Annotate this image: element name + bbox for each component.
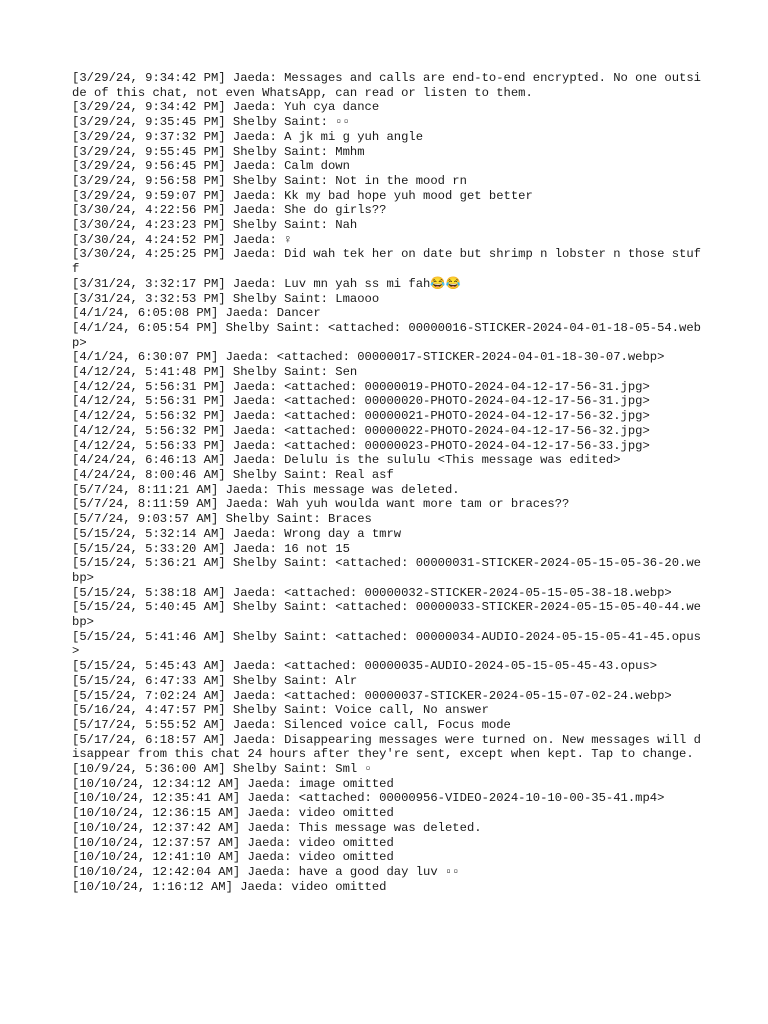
chat-message-line: [3/29/24, 9:37:32 PM] Jaeda: A jk mi g yuh angle bbox=[72, 129, 424, 144]
chat-log bbox=[72, 71, 702, 894]
chat-message-line: [4/24/24, 6:46:13 AM] Jaeda: Delulu is the sululu <This message was edited> bbox=[72, 453, 621, 468]
chat-message-line: [5/17/24, 6:18:57 AM] Jaeda: Disappearing messages were turned on. New messages will disappear from this chat 24 hours after they're sent, except when kept. Tap to change. bbox=[72, 732, 701, 762]
chat-message-line: [5/15/24, 5:40:45 AM] Shelby Saint: <attached: 00000033-STICKER-2024-05-15-05-40-44.webp> bbox=[72, 600, 701, 630]
chat-message-line: [5/15/24, 5:33:20 AM] Jaeda: 16 not 15 bbox=[72, 541, 350, 556]
chat-message-line: [10/10/24, 12:41:10 AM] Jaeda: video omitted bbox=[72, 850, 394, 865]
chat-message-line: [4/12/24, 5:56:31 PM] Jaeda: <attached: 00000020-PHOTO-2024-04-12-17-56-31.jpg> bbox=[72, 394, 650, 409]
chat-message-line: [5/15/24, 5:36:21 AM] Shelby Saint: <attached: 00000031-STICKER-2024-05-15-05-36-20.webp> bbox=[72, 556, 701, 585]
chat-message-line: [5/7/24, 9:03:57 AM] Shelby Saint: Braces bbox=[72, 512, 372, 527]
chat-message-line: [10/10/24, 12:37:42 AM] Jaeda: This message was deleted. bbox=[72, 820, 482, 835]
chat-message-line: [5/17/24, 5:55:52 AM] Jaeda: Silenced voice call, Focus mode bbox=[72, 717, 511, 732]
chat-message-line: [5/15/24, 5:41:46 AM] Shelby Saint: <attached: 00000034-AUDIO-2024-05-15-05-41-45.opus> bbox=[72, 629, 701, 659]
chat-message-line: [10/10/24, 1:16:12 AM] Jaeda: video omitted bbox=[72, 879, 387, 894]
chat-message-line: [5/15/24, 5:38:18 AM] Jaeda: <attached: 00000032-STICKER-2024-05-15-05-38-18.webp> bbox=[72, 585, 672, 600]
chat-message-line: [3/30/24, 4:22:56 PM] Jaeda: She do girls?? bbox=[72, 203, 387, 218]
chat-message-line: [10/10/24, 12:37:57 AM] Jaeda: video omitted bbox=[72, 835, 394, 850]
chat-message-line: [4/12/24, 5:56:32 PM] Jaeda: <attached: 00000022-PHOTO-2024-04-12-17-56-32.jpg> bbox=[72, 423, 650, 438]
chat-message-line: [10/10/24, 12:34:12 AM] Jaeda: image omitted bbox=[72, 776, 394, 791]
chat-message-line: [5/16/24, 4:47:57 PM] Shelby Saint: Voice call, No answer bbox=[72, 703, 489, 718]
chat-message-line: [3/29/24, 9:56:58 PM] Shelby Saint: Not in the mood rn bbox=[72, 173, 467, 188]
chat-message-line: [4/1/24, 6:30:07 PM] Jaeda: <attached: 00000017-STICKER-2024-04-01-18-30-07.webp> bbox=[72, 350, 665, 365]
chat-message-line: [4/12/24, 5:56:31 PM] Jaeda: <attached: 00000019-PHOTO-2024-04-12-17-56-31.jpg> bbox=[72, 379, 650, 394]
chat-message-line: [3/29/24, 9:59:07 PM] Jaeda: Kk my bad hope yuh mood get better bbox=[72, 188, 533, 203]
chat-message-line: [3/30/24, 4:25:25 PM] Jaeda: Did wah tek her on date but shrimp n lobster n those stuff bbox=[72, 247, 701, 277]
chat-message-line: [4/1/24, 6:05:08 PM] Jaeda: Dancer bbox=[72, 306, 321, 321]
chat-message-line: [5/15/24, 5:32:14 AM] Jaeda: Wrong day a tmrw bbox=[72, 526, 402, 541]
chat-message-line: [10/10/24, 12:35:41 AM] Jaeda: <attached: 00000956-VIDEO-2024-10-10-00-35-41.mp4> bbox=[72, 791, 665, 806]
chat-message-line: [5/15/24, 6:47:33 AM] Shelby Saint: Alr bbox=[72, 673, 358, 688]
chat-message-line: [3/29/24, 9:35:45 PM] Shelby Saint: ▫▫ bbox=[72, 115, 350, 130]
chat-message-line: [3/31/24, 3:32:17 PM] Jaeda: Luv mn yah ss mi fah😂😂 bbox=[72, 276, 461, 291]
chat-message-line: [10/10/24, 12:42:04 AM] Jaeda: have a good day luv ▫▫ bbox=[72, 864, 460, 879]
chat-message-line: [5/7/24, 8:11:59 AM] Jaeda: Wah yuh woulda want more tam or braces?? bbox=[72, 497, 570, 512]
chat-message-line: [5/15/24, 7:02:24 AM] Jaeda: <attached: 00000037-STICKER-2024-05-15-07-02-24.webp> bbox=[72, 688, 672, 703]
chat-message-line: [3/30/24, 4:24:52 PM] Jaeda: ♀ bbox=[72, 232, 292, 247]
chat-message-line: [3/29/24, 9:56:45 PM] Jaeda: Calm down bbox=[72, 159, 350, 174]
chat-message-line: [3/29/24, 9:34:42 PM] Jaeda: Yuh cya dance bbox=[72, 100, 380, 115]
chat-message-line: [3/30/24, 4:23:23 PM] Shelby Saint: Nah bbox=[72, 218, 358, 233]
chat-message-line: [5/15/24, 5:45:43 AM] Jaeda: <attached: 00000035-AUDIO-2024-05-15-05-45-43.opus> bbox=[72, 659, 658, 674]
chat-message-line: [3/29/24, 9:55:45 PM] Shelby Saint: Mmhm bbox=[72, 144, 365, 159]
chat-message-line: [4/12/24, 5:56:33 PM] Jaeda: <attached: 00000023-PHOTO-2024-04-12-17-56-33.jpg> bbox=[72, 438, 650, 453]
chat-message-line: [10/9/24, 5:36:00 AM] Shelby Saint: Sml ▫ bbox=[72, 762, 372, 777]
chat-message-line: [4/24/24, 8:00:46 AM] Shelby Saint: Real asf bbox=[72, 467, 394, 482]
chat-message-line: [4/12/24, 5:41:48 PM] Shelby Saint: Sen bbox=[72, 365, 358, 380]
chat-message-line: [4/12/24, 5:56:32 PM] Jaeda: <attached: 00000021-PHOTO-2024-04-12-17-56-32.jpg> bbox=[72, 409, 650, 424]
chat-message-line: [10/10/24, 12:36:15 AM] Jaeda: video omitted bbox=[72, 806, 394, 821]
chat-message-line: [5/7/24, 8:11:21 AM] Jaeda: This message was deleted. bbox=[72, 482, 460, 497]
chat-message-line: [3/29/24, 9:34:42 PM] Jaeda: Messages and calls are end-to-end encrypted. No one outside of this chat, not even WhatsApp, can read or listen to them. bbox=[72, 71, 701, 100]
chat-message-line: [3/31/24, 3:32:53 PM] Shelby Saint: Lmaooo bbox=[72, 291, 380, 306]
chat-message-line: [4/1/24, 6:05:54 PM] Shelby Saint: <attached: 00000016-STICKER-2024-04-01-18-05-54.webp> bbox=[72, 320, 701, 350]
